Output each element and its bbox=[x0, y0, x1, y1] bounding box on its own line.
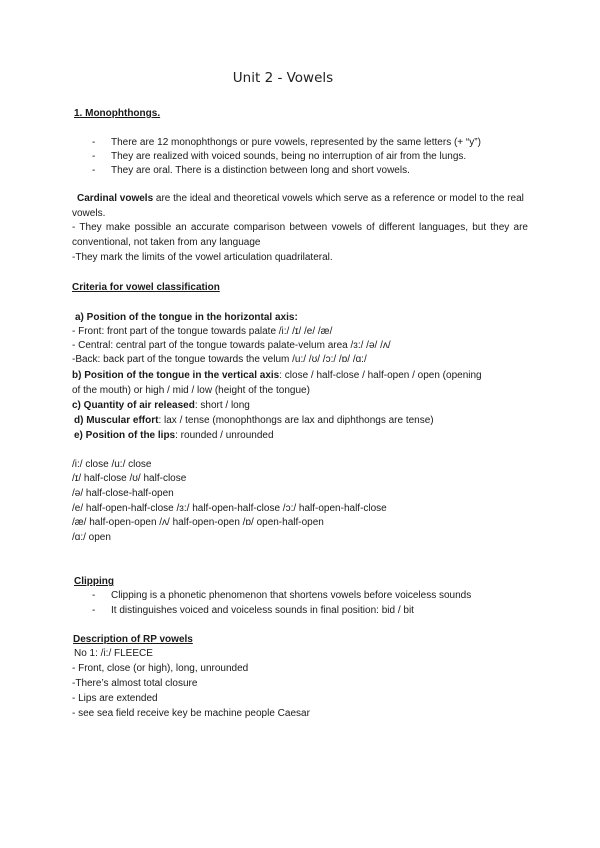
vowel-list-item: /i:/ close /u:/ close bbox=[72, 459, 152, 470]
monophthong-bullet-3: They are oral. There is a distinction between long and short vowels. bbox=[111, 165, 410, 176]
monophthong-bullet-1: There are 12 monophthongs or pure vowels, represented by the same letters (+ “y”) bbox=[111, 137, 481, 148]
bullet-dash: - bbox=[92, 165, 96, 176]
cardinal-vowels-limits: -They mark the limits of the vowel articulation quadrilateral. bbox=[72, 252, 333, 263]
cardinal-vowels-term: Cardinal vowels bbox=[77, 193, 154, 204]
vowel-list-item: /ɪ/ half-close /ʊ/ half-close bbox=[72, 473, 187, 484]
bullet-dash: - bbox=[92, 151, 96, 162]
clipping-bullet-2: It distinguishes voiced and voiceless sounds in final position: bid / bit bbox=[111, 605, 414, 616]
bullet-dash: - bbox=[92, 137, 96, 148]
criteria-a-back: -Back: back part of the tongue towards the velum /u:/ /ʊ/ /ɔ:/ /ɒ/ /ɑ:/ bbox=[72, 354, 367, 365]
criteria-e-heading: e) Position of the lips bbox=[74, 430, 176, 441]
monophthongs-heading: 1. Monophthongs. bbox=[74, 108, 161, 119]
rp-vowel-line: No 1: /i:/ FLEECE bbox=[74, 648, 153, 659]
clipping-bullet-1: Clipping is a phonetic phenomenon that shortens vowels before voiceless sounds bbox=[111, 590, 472, 601]
page-title: Unit 2 - Vowels bbox=[232, 70, 334, 86]
criteria-c bbox=[72, 399, 250, 413]
rp-vowel-line: - Lips are extended bbox=[72, 693, 158, 704]
cardinal-vowels-definition: are the ideal and theoretical vowels which serve as a reference or model to the real vowels. bbox=[72, 193, 524, 219]
criteria-b bbox=[72, 369, 482, 383]
vowel-list-item: /æ/ half-open-open /ʌ/ half-open-open /ɒ/ open-half-open bbox=[72, 517, 324, 528]
criteria-e bbox=[74, 429, 274, 443]
criteria-a-central: - Central: central part of the tongue towards palate-velum area /ɜ:/ /ə/ /ʌ/ bbox=[72, 340, 391, 351]
criteria-d-heading: d) Muscular effort bbox=[74, 415, 159, 426]
bullet-dash: - bbox=[92, 590, 96, 601]
bullet-dash: - bbox=[92, 605, 96, 616]
criteria-d-text: : lax / tense (monophthongs are lax and diphthongs are tense) bbox=[158, 415, 434, 426]
criteria-a-heading: a) Position of the tongue in the horizontal axis: bbox=[75, 312, 298, 323]
criteria-heading: Criteria for vowel classification bbox=[72, 282, 220, 293]
vowel-list-item: /e/ half-open-half-close /ɜ:/ half-open-half-close /ɔ:/ half-open-half-close bbox=[72, 503, 387, 514]
criteria-a-front: - Front: front part of the tongue towards palate /i:/ /ɪ/ /e/ /æ/ bbox=[72, 326, 333, 337]
criteria-b-continuation: of the mouth) or high / mid / low (height of the tongue) bbox=[72, 385, 310, 396]
criteria-c-text: : short / long bbox=[194, 400, 250, 411]
rp-vowel-line: - Front, close (or high), long, unrounded bbox=[72, 663, 249, 674]
criteria-c-heading: c) Quantity of air released bbox=[72, 400, 195, 411]
monophthong-bullet-2: They are realized with voiced sounds, being no interruption of air from the lungs. bbox=[111, 151, 467, 162]
rp-vowel-line: -There’s almost total closure bbox=[72, 678, 198, 689]
criteria-e-text: : rounded / unrounded bbox=[175, 430, 274, 441]
criteria-d bbox=[74, 414, 434, 428]
cardinal-vowels-comparison: - They make possible an accurate comparison between vowels of different languages, but they are conventional, not taken from any language bbox=[72, 222, 528, 248]
vowel-list-item: /ɑ:/ open bbox=[72, 532, 111, 543]
clipping-heading: Clipping bbox=[74, 576, 114, 587]
criteria-b-text: : close / half-close / half-open / open (opening bbox=[279, 370, 482, 381]
rp-vowel-line: - see sea field receive key be machine people Caesar bbox=[72, 708, 310, 719]
vowel-list-item: /ə/ half-close-half-open bbox=[72, 488, 174, 499]
cardinal-vowels-paragraph bbox=[72, 192, 528, 221]
criteria-b-heading: b) Position of the tongue in the vertical axis bbox=[72, 370, 280, 381]
rp-vowels-heading: Description of RP vowels bbox=[73, 634, 193, 645]
